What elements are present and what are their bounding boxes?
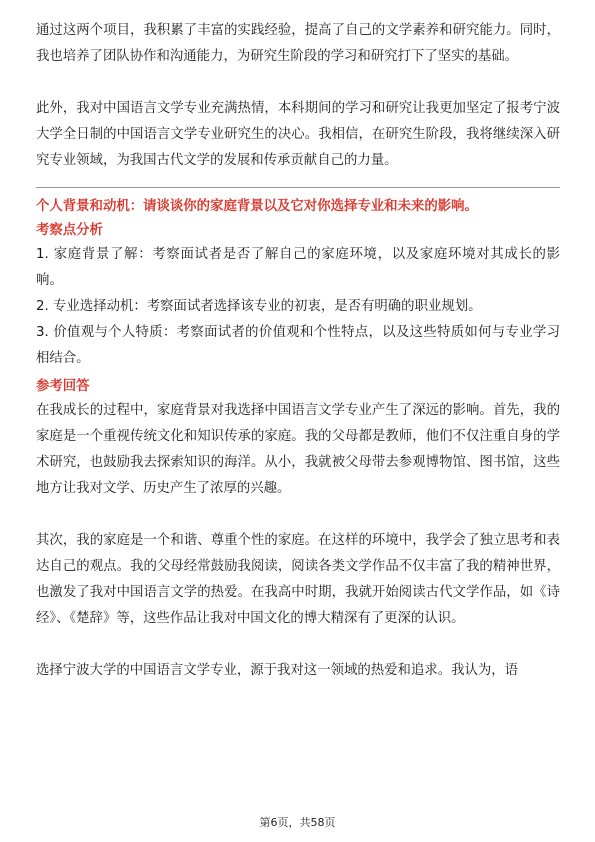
analysis-item: 3. 价值观与个人特质：考察面试者的价值观和个性特点，以及这些特质如何与专业学习相结合。: [36, 325, 560, 366]
document-page: [36, 18, 560, 684]
question-title: 个人背景和动机：请谈谈你的家庭背景以及它对你选择专业和未来的影响。: [36, 199, 478, 214]
section-divider: [36, 187, 560, 188]
answer-heading: 参考回答: [36, 379, 90, 394]
answer-paragraph: 在我成长的过程中，家庭背景对我选择中国语言文学专业产生了深远的影响。首先，我的家庭是一个重视传统文化和知识传承的家庭。我的父母都是教师，他们不仅注重自身的学术研究，也鼓励我去探索知识的海洋。从小，我就被父母带去参观博物馆、图书馆，这些地方让我对文学、历史产生了浓厚的兴趣。: [36, 403, 560, 496]
body-paragraph: 通过这两个项目，我积累了丰富的实践经验，提高了自己的文学素养和研究能力。同时，我也培养了团队协作和沟通能力，为研究生阶段的学习和研究打下了坚实的基础。: [36, 23, 560, 64]
analysis-item: 1. 家庭背景了解：考察面试者是否了解自己的家庭环境，以及家庭环境对其成长的影响。: [36, 247, 560, 288]
analysis-item: 2. 专业选择动机：考察面试者选择该专业的初衷，是否有明确的职业规划。: [36, 299, 482, 314]
answer-paragraph: 其次，我的家庭是一个和谐、尊重个性的家庭。在这样的环境中，我学会了独立思考和表达自己的观点。我的父母经常鼓励我阅读，阅读各类文学作品不仅丰富了我的精神世界，也激发了我对中国语言文学的热爱。在我高中时期，我就开始阅读古代文学作品，如《诗经》、《楚辞》等，这些作品让我对中国文化的博大精深有了更深的认识。: [36, 533, 560, 626]
paragraph-gap: [36, 632, 560, 658]
paragraph-gap: [36, 502, 560, 528]
body-paragraph: 此外，我对中国语言文学专业充满热情，本科期间的学习和研究让我更加坚定了报考宁波大学全日制的中国语言文学专业研究生的决心。我相信，在研究生阶段，我将继续深入研究专业领域，为我国古代文学的发展和传承贡献自己的力量。: [36, 101, 560, 168]
paragraph-gap: [36, 70, 560, 96]
page-number: 第6页，共58页: [259, 816, 336, 829]
answer-paragraph: 选择宁波大学的中国语言文学专业，源于我对这一领域的热爱和追求。我认为，语: [36, 663, 519, 678]
analysis-heading: 考察点分析: [36, 223, 103, 238]
